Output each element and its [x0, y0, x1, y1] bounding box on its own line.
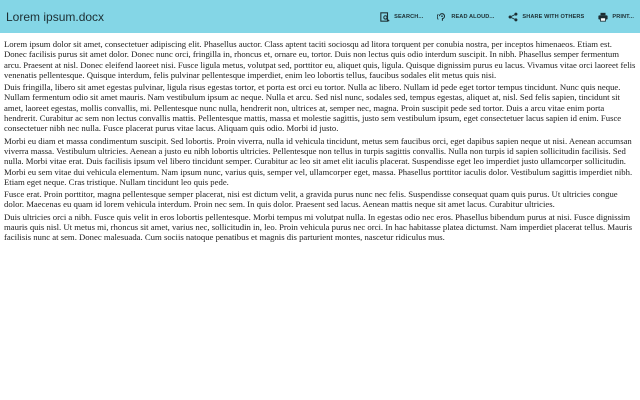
- app-header: [0, 0, 640, 33]
- read-aloud-icon: [437, 12, 447, 22]
- print-icon: [598, 12, 608, 22]
- toolbar-actions: [380, 12, 634, 22]
- read-aloud-label: READ ALOUD...: [451, 13, 495, 20]
- search-icon: [380, 12, 390, 22]
- document-paragraph: Duis ultricies orci a nibh. Fusce quis velit in eros lobortis pellentesque. Morbi tempus mi volutpat nulla. In egestas odio nec eros. Phasellus bibendum purus at nisi. Fusce dignissim mauris quis nisl. Ut metus mi, rhoncus sit amet, varius nec, sollicitudin in, leo. Proin vehicula purus nec orci. In hac habitasse platea dictumst. Nam imperdiet placerat tellus. Mauris facilisis nunc at sem. Donec malesuada. Cum sociis natoque penatibus et magnis dis parturient montes, nascetur ridiculus mus.: [4, 211, 633, 243]
- share-icon: [508, 12, 518, 22]
- document-paragraph: Lorem ipsum dolor sit amet, consectetuer adipiscing elit. Phasellus auctor. Class aptent taciti sociosqu ad litora torquent per conubia nostra, per inceptos himenaeos. Etiam est. Donec facilisis purus sit amet dolor. Donec nunc orci, fringilla in, rhoncus et, ornare eu, tortor. Duis non lectus quis odio interdum suscipit. In nibh. Phasellus semper fermentum arcu. Praesent at nisl. Donec eleifend laoreet nisi. Fusce ligula metus, volutpat sed, porttitor eu, aliquet quis, ligula. Quisque dignissim purus eu lacus. Vivamus vitae orci laoreet felis venenatis pellentesque. Quisque interdum, felis pulvinar pellentesque imperdiet, enim leo lobortis tellus, faucibus sodales elit metus quis nisi.: [4, 39, 636, 80]
- search-button[interactable]: [380, 12, 423, 22]
- read-aloud-button[interactable]: [437, 12, 494, 22]
- document-paragraph: Duis fringilla, libero sit amet egestas pulvinar, ligula risus egestas tortor, et porta est orci eu tortor. Nulla ac libero. Nullam id pede eget tortor tempus tincidunt. Nunc quis neque. Nullam fermentum odio sit amet mauris. Nam vestibulum ipsum ac neque. Nulla et arcu. Sed nisl nunc, sodales sed, tempus egestas, aliquet at, nisl. Sed felis sapien, tincidunt sit amet, laoreet egestas, mollis convallis, mi. Pellentesque nunc nulla, hendrerit non, ultrices at, semper nec, magna. Proin suscipit pede sed tortor. Duis a arcu vitae enim porta hendrerit. Curabitur ac sem non lectus convallis mattis. Pellentesque mattis, massa et molestie sagittis, justo sem vestibulum ipsum, eget consectetuer lacus sapien id enim. Fusce consectetuer nibh nec nulla. Fusce placerat purus vitae lacus. Aliquam quis odio. Morbi id justo.: [4, 82, 622, 134]
- share-label: SHARE WITH OTHERS: [522, 13, 585, 20]
- document-body: [4, 39, 636, 245]
- document-title: Lorem ipsum.docx: [6, 9, 105, 24]
- document-paragraph: Fusce erat. Proin porttitor, magna pellentesque semper placerat, nisi est dictum velit, a gravida purus nunc nec felis. Suspendisse consequat quam quis purus. Ut ultricies congue dolor. Maecenas eu quam id lorem vehicula interdum. Proin nec sem. In quis dolor. Praesent sed lacus. Aenean mattis neque sit amet lacus. Curabitur ultricies.: [4, 189, 618, 210]
- document-paragraph: Morbi eu diam et massa condimentum suscipit. Sed lobortis. Proin viverra, nulla id vehicula tincidunt, metus sem faucibus orci, eget dapibus sapien neque ut nisi. Aenean accumsan viverra massa. Vestibulum ultricies. Aenean a justo eu nibh lobortis ultricies. Pellentesque non tellus in turpis sagittis convallis. Nulla non turpis id sapien sollicitudin facilisis. Sed nulla. Morbi vitae erat. Duis facilisis ipsum vel libero tincidunt semper. Curabitur ac leo sit amet elit iaculis placerat. Suspendisse eget leo imperdiet justo ullamcorper sollicitudin. Morbi eu sem vitae dui vehicula elementum. Nam ipsum nunc, varius quis, semper vel, ullamcorper eget, massa. Phasellus porttitor iaculis dolor. Vestibulum sagittis imperdiet nibh. Etiam eget neque. Cras tristique. Nullam tincidunt leo quis pede.: [4, 135, 633, 187]
- print-label: PRINT...: [612, 13, 634, 20]
- search-label: SEARCH...: [394, 13, 424, 20]
- share-button[interactable]: [508, 12, 584, 22]
- print-button[interactable]: [598, 12, 634, 22]
